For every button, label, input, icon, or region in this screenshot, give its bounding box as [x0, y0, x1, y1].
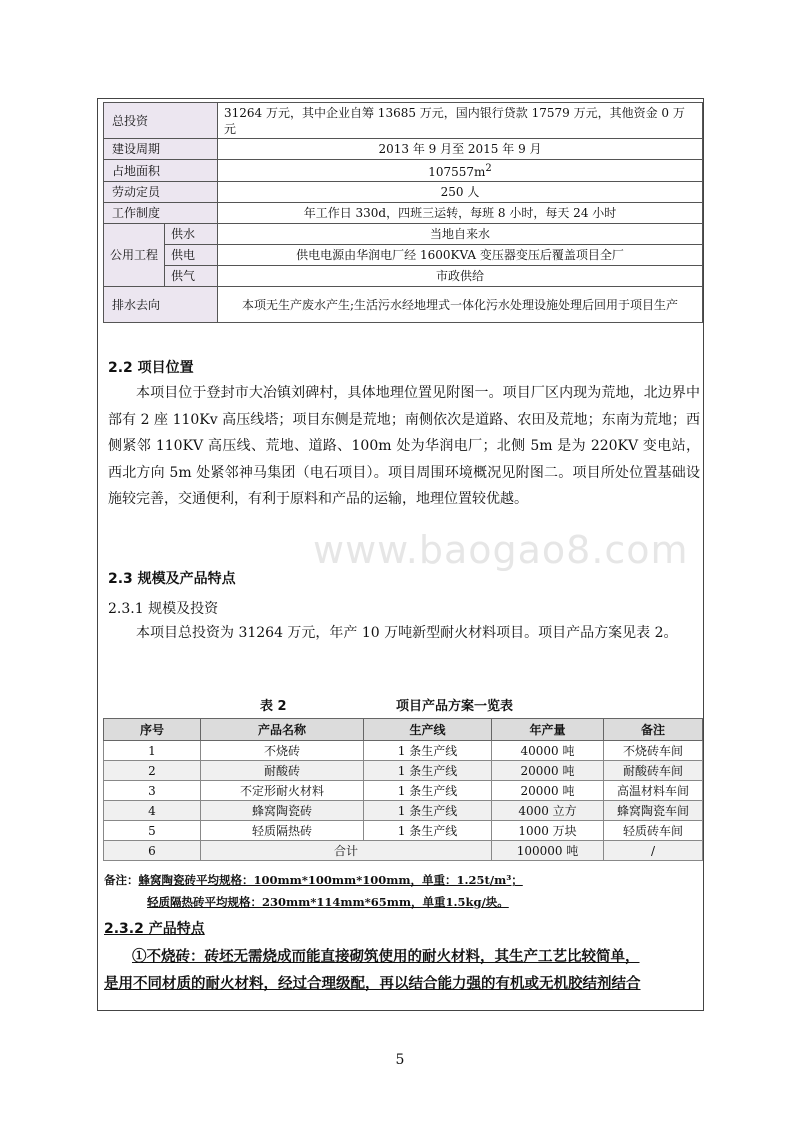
staff-value: 250 人 — [218, 182, 703, 203]
schedule-label: 工作制度 — [104, 203, 218, 224]
note-line-2 — [147, 894, 509, 910]
cell-no: 2 — [104, 761, 201, 781]
page-number: 5 — [395, 1052, 405, 1068]
area-unit-sup: 2 — [485, 163, 492, 174]
total-no: 6 — [104, 841, 201, 861]
table-row — [104, 801, 703, 821]
col-header-note: 备注 — [604, 719, 703, 741]
feature-line-1 — [104, 943, 701, 970]
row-investment — [104, 103, 703, 139]
col-header-output: 年产量 — [492, 719, 604, 741]
section-2-2-heading: 2.2 项目位置 — [108, 360, 194, 376]
power-value: 供电电源由华润电厂经 1600KVA 变压器变压后覆盖项目全厂 — [218, 245, 703, 266]
table2-title: 项目产品方案一览表 — [396, 699, 514, 714]
cell-note: 高温材料车间 — [604, 781, 703, 801]
table-row — [104, 741, 703, 761]
total-amount: 100000 吨 — [492, 841, 604, 861]
area-label: 占地面积 — [104, 160, 218, 182]
cell-line: 1 条生产线 — [364, 781, 492, 801]
cell-line: 1 条生产线 — [364, 741, 492, 761]
utilities-label: 公用工程 — [104, 224, 165, 287]
cell-output: 1000 万块 — [492, 821, 604, 841]
project-info-table — [103, 102, 703, 323]
cell-output: 4000 立方 — [492, 801, 604, 821]
note-honeycomb: 蜂窝陶瓷砖平均规格：100mm*100mm*100mm，单重：1.25t/m³； — [138, 873, 523, 887]
watermark-text: www.baogao8.com — [313, 528, 689, 572]
total-label: 合计 — [201, 841, 492, 861]
cell-name: 蜂窝陶瓷砖 — [201, 801, 364, 821]
row-drainage — [104, 287, 703, 323]
cell-output: 20000 吨 — [492, 781, 604, 801]
section-2-3-1-paragraph — [108, 620, 700, 647]
cell-output: 40000 吨 — [492, 741, 604, 761]
cell-name: 轻质隔热砖 — [201, 821, 364, 841]
row-period — [104, 139, 703, 160]
row-gas — [104, 266, 703, 287]
product-table — [103, 718, 703, 861]
cell-note: 轻质砖车间 — [604, 821, 703, 841]
section-2-2-text: 本项目位于登封市大冶镇刘碑村，具体地理位置见附图一。项目厂区内现为荒地，北边界中部有 2 座 110Kv 高压线塔；项目东侧是荒地；南侧依次是道路、农田及荒地；东南为荒地；西侧紧邻 110KV 高压线、荒地、道路、100m 处为华润电厂；北侧 5m 是为 220KV 变电站，西北方向 5m 处紧邻神马集团（电石项目）。项目周围环境概况见附图二。项目所处位置基础设施较完善，交通便利，有利于原料和产品的运输，地理位置较优越。 — [108, 385, 700, 507]
water-value: 当地自来水 — [218, 224, 703, 245]
period-value: 2013 年 9 月至 2015 年 9 月 — [218, 139, 703, 160]
feature-text-1: ①不烧砖：砖坯无需烧成而能直接砌筑使用的耐火材料，其生产工艺比较简单， — [132, 948, 640, 965]
note-line-1 — [104, 872, 523, 888]
area-number: 107557m — [428, 165, 486, 179]
feature-line-2 — [104, 970, 701, 997]
investment-value: 31264 万元，其中企业自筹 13685 万元，国内银行贷款 17579 万元，其他资金 0 万元 — [218, 103, 703, 139]
section-2-3-2-title: 2.3.2 产品特点 — [104, 921, 205, 937]
period-label: 建设周期 — [104, 139, 218, 160]
table-row — [104, 821, 703, 841]
gas-value: 市政供给 — [218, 266, 703, 287]
cell-note: 不烧砖车间 — [604, 741, 703, 761]
cell-note: 耐酸砖车间 — [604, 761, 703, 781]
gas-label: 供气 — [165, 266, 218, 287]
cell-line: 1 条生产线 — [364, 761, 492, 781]
row-area — [104, 160, 703, 182]
cell-name: 耐酸砖 — [201, 761, 364, 781]
note-prefix: 备注： — [104, 873, 139, 887]
col-header-no: 序号 — [104, 719, 201, 741]
cell-no: 5 — [104, 821, 201, 841]
schedule-value: 年工作日 330d，四班三运转，每班 8 小时，每天 24 小时 — [218, 203, 703, 224]
staff-label: 劳动定员 — [104, 182, 218, 203]
section-2-3-1-text: 本项目总投资为 31264 万元，年产 10 万吨新型耐火材料项目。项目产品方案见表 2。 — [136, 625, 678, 641]
cell-name: 不定形耐火材料 — [201, 781, 364, 801]
drainage-label: 排水去向 — [104, 287, 218, 323]
cell-line: 1 条生产线 — [364, 821, 492, 841]
frame-top-line — [97, 98, 704, 99]
cell-line: 1 条生产线 — [364, 801, 492, 821]
section-2-3-heading: 2.3 规模及产品特点 — [108, 571, 236, 587]
power-label: 供电 — [165, 245, 218, 266]
row-schedule — [104, 203, 703, 224]
cell-no: 1 — [104, 741, 201, 761]
table-row — [104, 781, 703, 801]
row-power — [104, 245, 703, 266]
cell-name: 不烧砖 — [201, 741, 364, 761]
section-2-3-2-heading — [104, 918, 205, 938]
investment-label: 总投资 — [104, 103, 218, 139]
total-note: / — [604, 841, 703, 861]
area-value — [218, 160, 703, 182]
cell-no: 4 — [104, 801, 201, 821]
feature-text-2: 是用不同材质的耐火材料，经过合理级配，再以结合能力强的有机或无机胶结剂结合 — [104, 975, 641, 992]
row-staff — [104, 182, 703, 203]
cell-no: 3 — [104, 781, 201, 801]
col-header-line: 生产线 — [364, 719, 492, 741]
product-table-header — [104, 719, 703, 741]
cell-output: 20000 吨 — [492, 761, 604, 781]
table-total-row — [104, 841, 703, 861]
col-header-name: 产品名称 — [201, 719, 364, 741]
note-lightweight: 轻质隔热砖平均规格：230mm*114mm*65mm，单重1.5kg/块。 — [147, 895, 509, 909]
drainage-value: 本项无生产废水产生;生活污水经地埋式一体化污水处理设施处理后回用于项目生产 — [218, 287, 703, 323]
water-label: 供水 — [165, 224, 218, 245]
section-2-2-paragraph — [108, 380, 700, 513]
cell-note: 蜂窝陶瓷车间 — [604, 801, 703, 821]
section-2-3-1-heading: 2.3.1 规模及投资 — [108, 601, 219, 617]
row-water — [104, 224, 703, 245]
table2-number: 表 2 — [260, 699, 287, 714]
table-row — [104, 761, 703, 781]
